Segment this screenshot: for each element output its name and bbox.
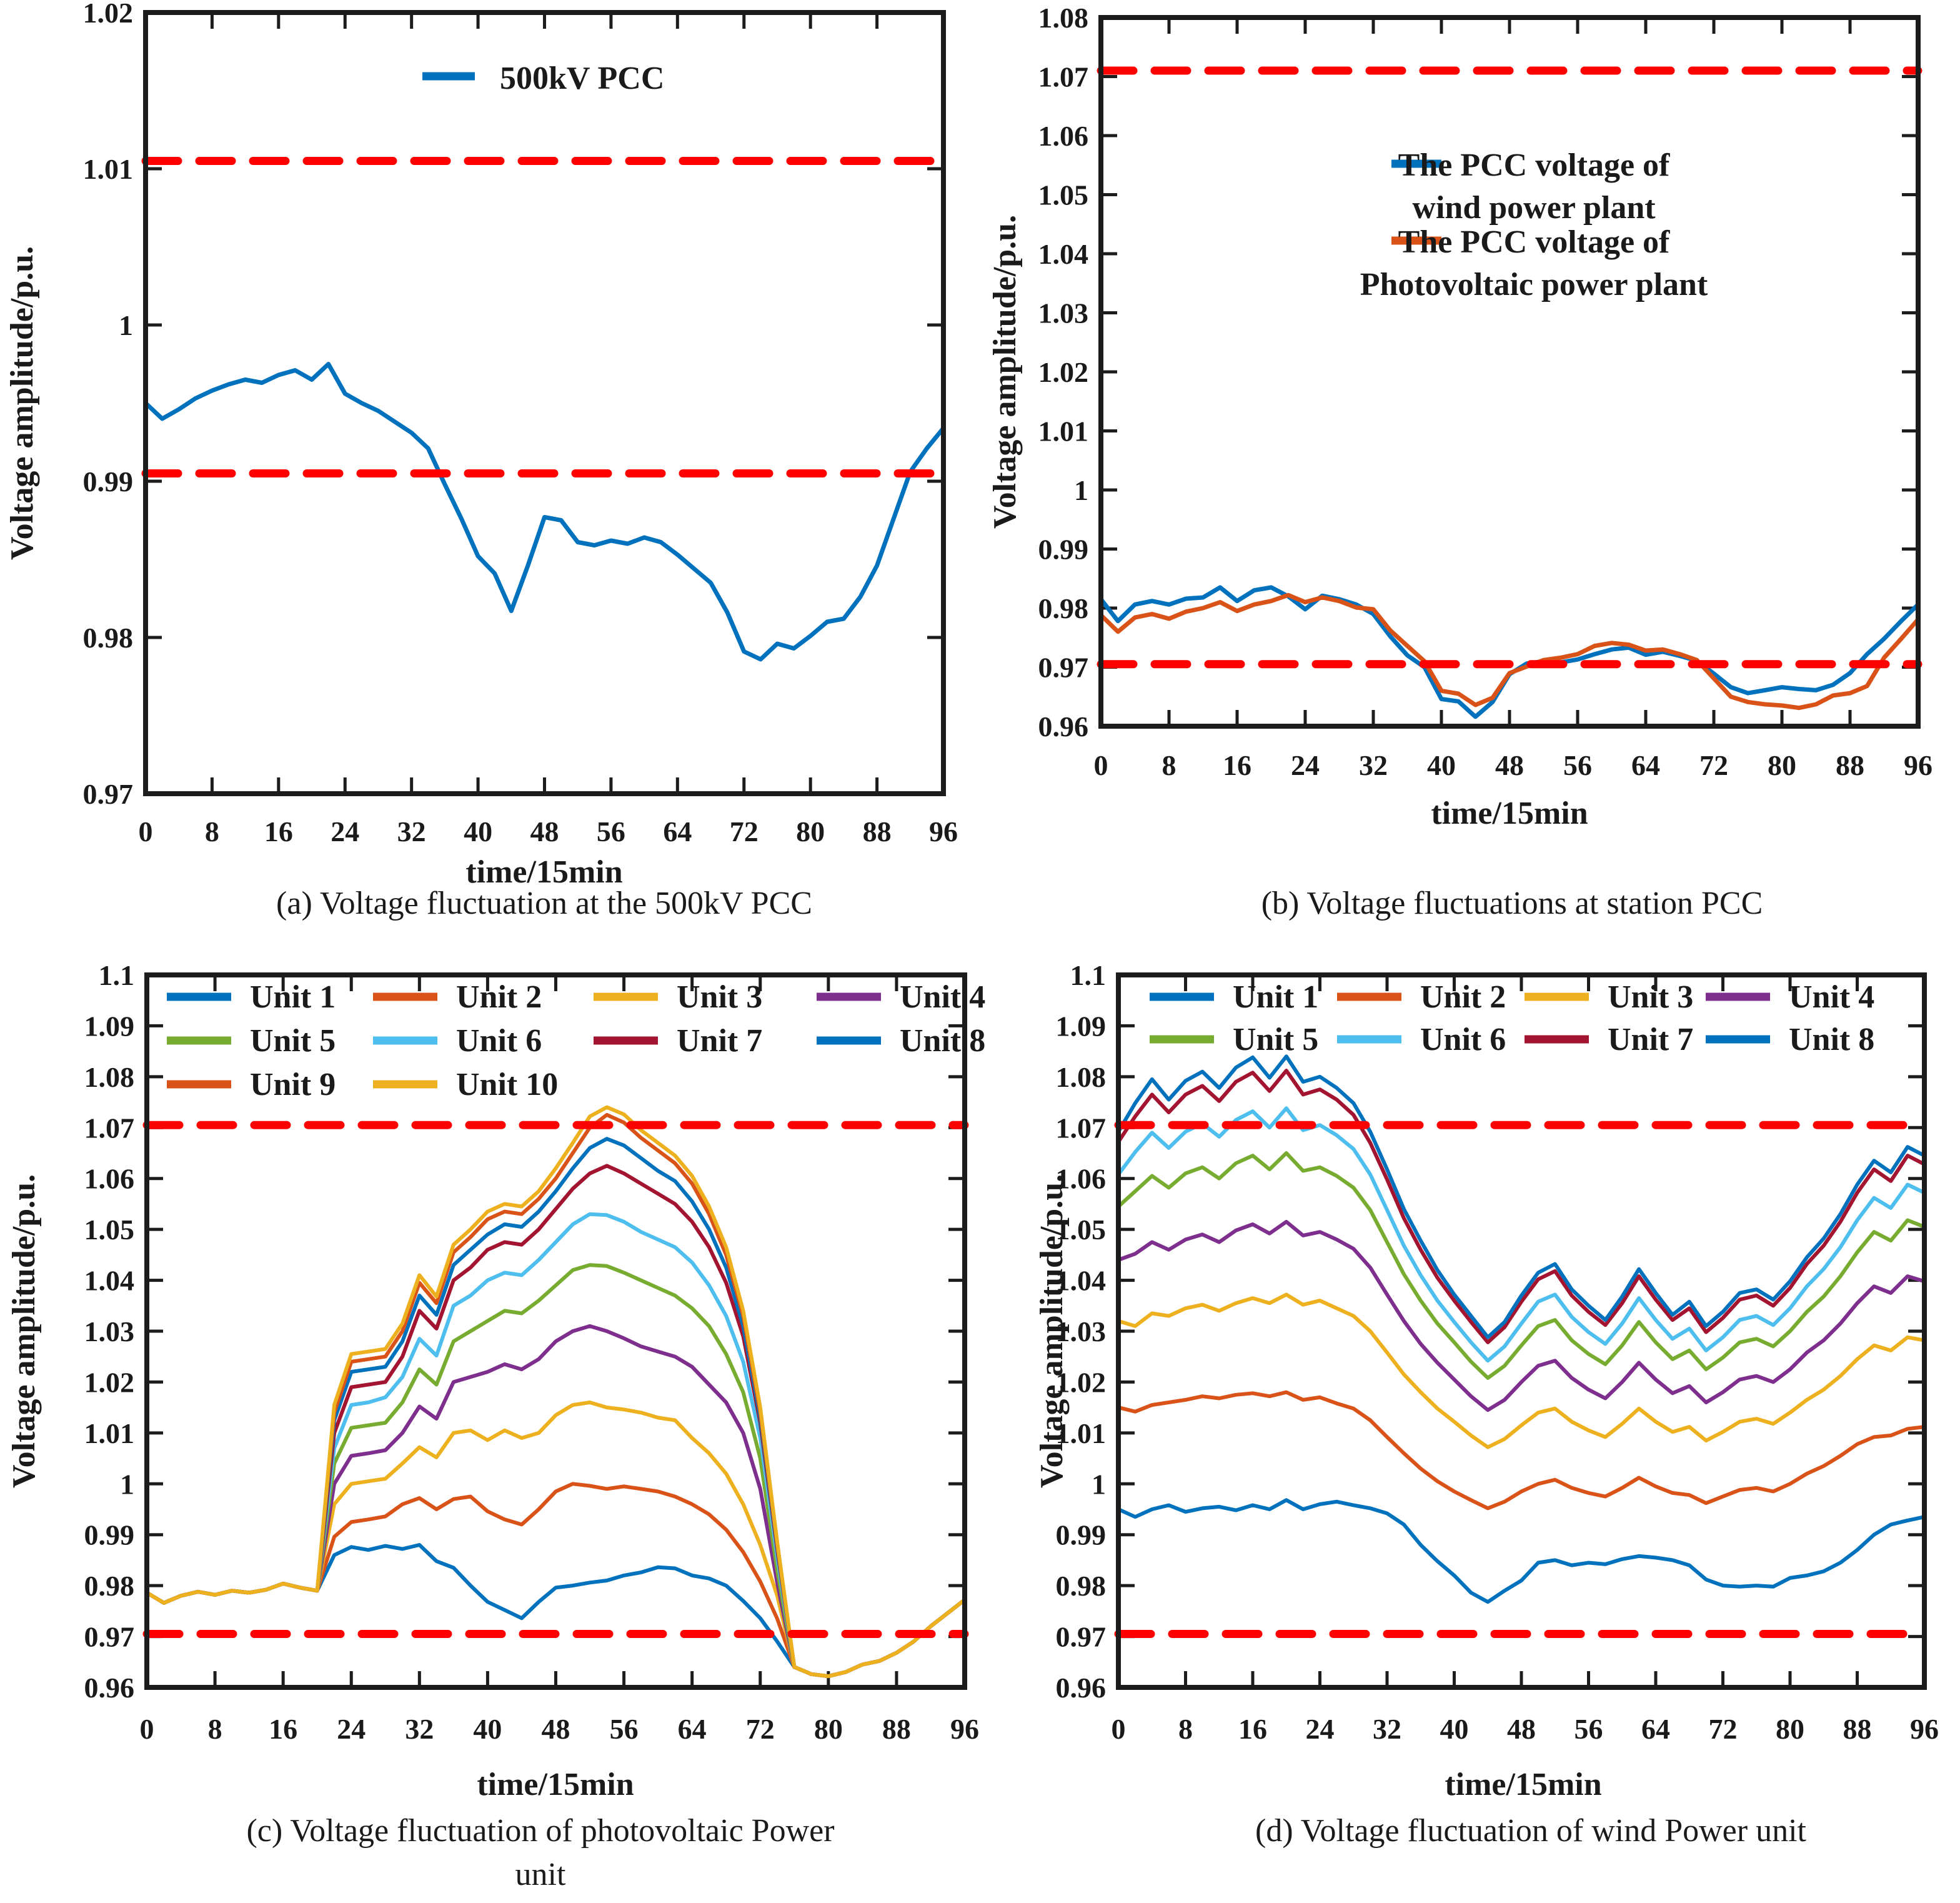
y-tick-label: 1 — [119, 309, 133, 341]
x-tick-label: 72 — [745, 1713, 775, 1745]
y-tick-label: 1.05 — [1038, 179, 1088, 211]
x-tick-label: 24 — [337, 1713, 366, 1745]
legend-item: Unit 10 — [456, 1067, 559, 1102]
y-tick-label: 1.02 — [1038, 356, 1088, 388]
y-tick-label: 1.03 — [1055, 1316, 1106, 1347]
x-tick-label: 56 — [596, 816, 625, 847]
legend-item: The PCC voltage of — [1398, 147, 1670, 183]
chart-photovoltaic-units — [84, 959, 986, 1745]
x-tick-label: 64 — [663, 816, 692, 847]
chart-station-pcc — [1038, 2, 1933, 781]
y-tick-label: 0.97 — [84, 1621, 134, 1653]
legend-item: Unit 1 — [250, 979, 336, 1015]
panel-a-ylabel: Voltage amplitude/p.u. — [4, 246, 40, 561]
y-tick-label: 0.97 — [1055, 1621, 1106, 1653]
series-unit-5 — [1118, 1153, 1924, 1378]
y-tick-label: 1.08 — [1038, 2, 1088, 34]
legend-item: Unit 7 — [677, 1023, 763, 1059]
x-tick-label: 88 — [882, 1713, 911, 1745]
x-tick-label: 24 — [331, 816, 360, 847]
x-tick-label: 0 — [1093, 749, 1108, 781]
x-tick-label: 72 — [1699, 749, 1728, 781]
series-unit-9 — [147, 1115, 965, 1676]
x-tick-label: 16 — [264, 816, 293, 847]
x-tick-label: 32 — [1359, 749, 1388, 781]
legend-item: Unit 2 — [456, 979, 542, 1015]
chart-wind-units — [1056, 959, 1939, 1745]
x-tick-label: 0 — [138, 816, 153, 847]
series-500kv-pcc — [146, 364, 943, 660]
x-tick-label: 16 — [269, 1713, 298, 1745]
x-tick-label: 40 — [1427, 749, 1456, 781]
panel-c-xlabel: time/15min — [477, 1767, 634, 1802]
x-tick-label: 40 — [1440, 1713, 1469, 1745]
y-tick-label: 0.96 — [1038, 711, 1088, 742]
y-tick-label: 1.09 — [1055, 1010, 1106, 1042]
y-tick-label: 1.01 — [82, 153, 133, 185]
x-tick-label: 64 — [1631, 749, 1660, 781]
y-tick-label: 1 — [120, 1468, 134, 1501]
x-tick-label: 32 — [405, 1713, 434, 1745]
x-tick-label: 56 — [609, 1713, 639, 1745]
x-tick-label: 24 — [1305, 1713, 1335, 1745]
legend-item: Unit 2 — [1420, 979, 1506, 1015]
x-tick-label: 0 — [1111, 1713, 1126, 1745]
x-tick-label: 8 — [204, 816, 219, 847]
panel-b-caption: (b) Voltage fluctuations at station PCC — [1261, 886, 1763, 921]
x-tick-label: 8 — [1178, 1713, 1193, 1745]
x-tick-label: 96 — [1904, 749, 1933, 781]
y-tick-label: 1.05 — [1055, 1214, 1106, 1246]
legend-item: Unit 6 — [456, 1023, 542, 1059]
panel-d — [1034, 959, 1939, 1849]
panel-b — [987, 2, 1933, 921]
x-tick-label: 16 — [1238, 1713, 1267, 1745]
legend-item: Unit 5 — [250, 1023, 336, 1059]
legend-item: Unit 4 — [1789, 979, 1875, 1015]
y-tick-label: 1.04 — [84, 1264, 134, 1297]
legend-item: Unit 9 — [250, 1067, 336, 1102]
y-tick-label: 0.99 — [82, 466, 133, 497]
series-the-pcc-voltage-of-photovoltaic-power-plant — [1101, 595, 1918, 707]
x-tick-label: 48 — [541, 1713, 570, 1745]
series-unit-5 — [147, 1265, 965, 1676]
legend-item: Photovoltaic power plant — [1360, 267, 1708, 302]
y-tick-label: 0.99 — [1038, 533, 1088, 566]
y-tick-label: 1.08 — [84, 1061, 134, 1093]
y-tick-label: 1.02 — [84, 1366, 134, 1399]
y-tick-label: 1.06 — [84, 1162, 134, 1195]
series-unit-4 — [147, 1326, 965, 1676]
panel-c-caption-line1: (c) Voltage fluctuation of photovoltaic Power — [246, 1813, 835, 1849]
series-unit-6 — [1118, 1108, 1924, 1361]
chart-500kv-pcc — [83, 0, 958, 847]
y-tick-label: 1.07 — [1038, 61, 1088, 93]
y-tick-label: 1.06 — [1038, 120, 1088, 152]
panel-a-xlabel: time/15min — [465, 854, 623, 890]
x-tick-label: 8 — [1162, 749, 1176, 781]
panel-c-caption-line2: unit — [515, 1857, 566, 1892]
y-tick-label: 0.98 — [84, 1570, 134, 1602]
y-tick-label: 1.02 — [82, 0, 133, 29]
panel-b-ylabel: Voltage amplitude/p.u. — [987, 214, 1023, 529]
y-tick-label: 0.98 — [1038, 592, 1088, 624]
panel-b-xlabel: time/15min — [1431, 796, 1588, 831]
y-tick-label: 1 — [1092, 1468, 1106, 1501]
y-tick-label: 1.04 — [1038, 238, 1088, 270]
series-unit-1 — [1118, 1500, 1924, 1602]
panel-c — [6, 959, 985, 1892]
x-tick-label: 32 — [397, 816, 426, 847]
panel-a — [4, 0, 958, 921]
series-unit-8 — [147, 1139, 965, 1676]
legend-item: Unit 7 — [1608, 1022, 1694, 1057]
y-tick-label: 1.01 — [1055, 1417, 1106, 1449]
y-tick-label: 1.04 — [1055, 1264, 1106, 1297]
x-tick-label: 0 — [139, 1713, 154, 1745]
y-tick-label: 1.07 — [84, 1112, 134, 1144]
panel-a-caption: (a) Voltage fluctuation at the 500kV PCC — [276, 886, 812, 921]
panel-c-ylabel: Voltage amplitude/p.u. — [6, 1174, 42, 1489]
series-unit-1 — [147, 1545, 965, 1676]
legend-item: Unit 3 — [677, 979, 763, 1015]
x-tick-label: 16 — [1223, 749, 1251, 781]
series-unit-2 — [1118, 1392, 1924, 1509]
y-tick-label: 0.99 — [84, 1519, 134, 1551]
y-tick-label: 1.1 — [98, 959, 134, 991]
y-tick-label: 1.03 — [1038, 297, 1088, 329]
plot-border — [1101, 17, 1918, 726]
x-tick-label: 72 — [1708, 1713, 1738, 1745]
y-tick-label: 1.01 — [84, 1417, 134, 1449]
x-tick-label: 80 — [796, 816, 825, 847]
y-tick-label: 1.01 — [1038, 415, 1088, 447]
series-unit-2 — [147, 1484, 965, 1676]
x-tick-label: 88 — [862, 816, 892, 847]
x-tick-label: 40 — [464, 816, 493, 847]
x-tick-label: 24 — [1291, 749, 1320, 781]
x-tick-label: 80 — [1768, 749, 1796, 781]
legend-item: Unit 8 — [1789, 1022, 1875, 1057]
panel-d-ylabel: Voltage amplitude/p.u. — [1034, 1174, 1070, 1489]
x-tick-label: 88 — [1836, 749, 1864, 781]
y-tick-label: 0.98 — [82, 622, 133, 654]
x-tick-label: 48 — [530, 816, 559, 847]
legend-item: Unit 6 — [1420, 1022, 1506, 1057]
y-tick-label: 1.08 — [1055, 1061, 1106, 1093]
y-tick-label: 1.06 — [1055, 1162, 1106, 1195]
panel-d-xlabel: time/15min — [1445, 1767, 1602, 1802]
y-tick-label: 0.96 — [84, 1672, 134, 1704]
x-tick-label: 64 — [1641, 1713, 1670, 1745]
legend-item: Unit 3 — [1608, 979, 1694, 1015]
legend-item: 500kV PCC — [500, 61, 665, 96]
plot-border — [146, 12, 943, 794]
x-tick-label: 96 — [1910, 1713, 1939, 1745]
y-tick-label: 1.05 — [84, 1214, 134, 1246]
panel-d-caption: (d) Voltage fluctuation of wind Power unit — [1255, 1813, 1806, 1849]
x-tick-label: 48 — [1495, 749, 1524, 781]
legend-item: Unit 5 — [1233, 1022, 1319, 1057]
x-tick-label: 8 — [207, 1713, 222, 1745]
y-tick-label: 1.07 — [1055, 1112, 1106, 1144]
x-tick-label: 96 — [929, 816, 958, 847]
x-tick-label: 80 — [1776, 1713, 1804, 1745]
x-tick-label: 64 — [677, 1713, 707, 1745]
x-tick-label: 40 — [473, 1713, 502, 1745]
x-tick-label: 56 — [1563, 749, 1592, 781]
x-tick-label: 56 — [1574, 1713, 1603, 1745]
y-tick-label: 1.09 — [84, 1010, 134, 1042]
y-tick-label: 1.03 — [84, 1316, 134, 1347]
y-tick-label: 0.97 — [82, 778, 133, 810]
y-tick-label: 1.1 — [1070, 959, 1106, 991]
legend-item: Unit 4 — [900, 979, 986, 1015]
y-tick-label: 1 — [1074, 474, 1088, 506]
legend-item: Unit 1 — [1233, 979, 1319, 1015]
legend-item: Unit 8 — [900, 1023, 986, 1059]
legend-item: wind power plant — [1412, 190, 1656, 226]
series-the-pcc-voltage-of-wind-power-plant — [1101, 587, 1918, 717]
x-tick-label: 88 — [1843, 1713, 1872, 1745]
y-tick-label: 0.96 — [1055, 1672, 1106, 1704]
series-unit-8 — [1118, 1056, 1924, 1337]
y-tick-label: 0.98 — [1055, 1570, 1106, 1602]
legend-item: The PCC voltage of — [1398, 224, 1670, 260]
y-tick-label: 1.02 — [1055, 1366, 1106, 1399]
x-tick-label: 32 — [1373, 1713, 1401, 1745]
y-tick-label: 0.97 — [1038, 651, 1088, 684]
x-tick-label: 72 — [729, 816, 759, 847]
x-tick-label: 96 — [950, 1713, 979, 1745]
x-tick-label: 48 — [1507, 1713, 1536, 1745]
x-tick-label: 80 — [813, 1713, 843, 1745]
y-tick-label: 0.99 — [1055, 1519, 1106, 1551]
